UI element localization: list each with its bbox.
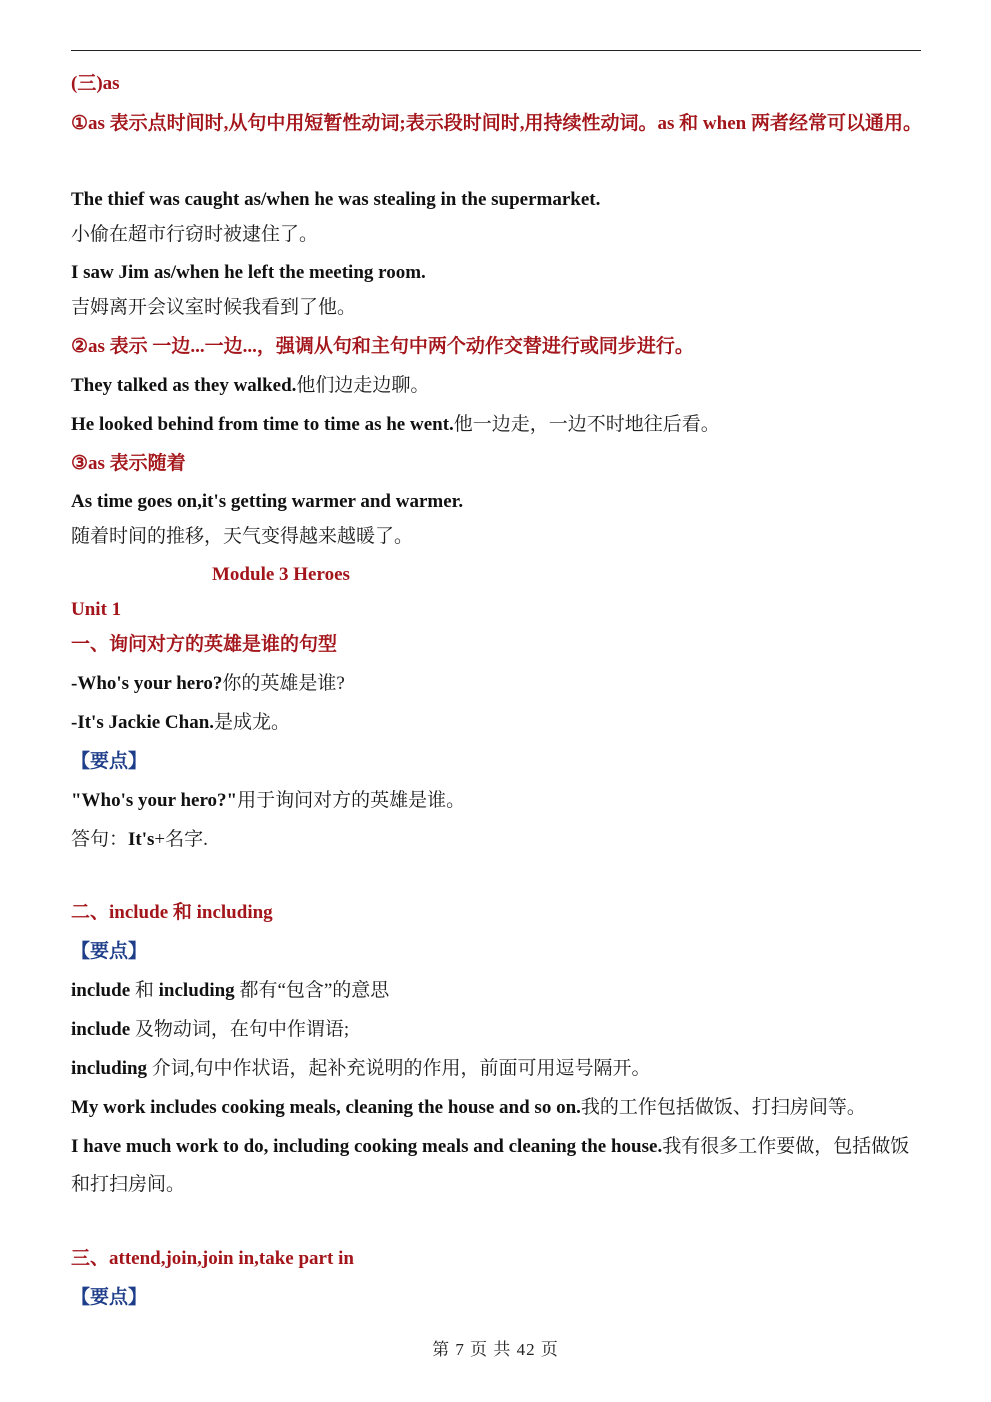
include-example-2-en: I have much work to do, including cooking meals and cleaning the house.	[71, 1136, 663, 1157]
header-rule	[71, 50, 921, 51]
as-example-5	[71, 490, 463, 514]
include-usage-en: include	[71, 1019, 131, 1040]
section-two-heading: 二、include 和 including	[71, 902, 273, 923]
as-example-5-en: As time goes on,it's getting warmer and warmer.	[71, 491, 464, 512]
including-word: including	[158, 980, 235, 1001]
dialog-answer-en: -It's Jackie Chan.	[71, 712, 215, 733]
section-one-note-en: "Who's your hero?"	[71, 790, 238, 811]
answer-pattern-label: 答句：	[71, 829, 129, 850]
include-meaning-cn: 都有“包含”的意思	[234, 980, 390, 1001]
section-one-answer-pattern	[71, 828, 208, 852]
dialog-question-cn: 你的英雄是谁?	[222, 673, 345, 694]
dialog-question	[71, 672, 345, 696]
as-example-1-cn: 小偷在超市行窃时被逮住了。	[71, 224, 319, 245]
as-example-2-en: I saw Jim as/when he left the meeting room.	[71, 262, 426, 283]
as-example-1-en: The thief was caught as/when he was stealing in the supermarket.	[71, 189, 601, 210]
section-one-note-cn: 用于询问对方的英雄是谁。	[237, 790, 466, 811]
as-example-2-cn: 吉姆离开会议室时候我看到了他。	[71, 297, 357, 318]
as-example-3-en: They talked as they walked.	[71, 375, 297, 396]
include-example-2-cn: 我有很多工作要做，包括做饭和打扫房间。	[71, 1136, 910, 1195]
as-example-1	[71, 188, 600, 212]
dialog-answer	[71, 711, 290, 735]
include-usage-cn: 及物动词，在句中作谓语;	[130, 1019, 350, 1040]
including-usage-cn: 介词,句中作状语，起补充说明的作用，前面可用逗号隔开。	[147, 1058, 651, 1079]
include-meaning	[71, 979, 389, 1003]
page-footer: 第 7 页 共 42 页	[432, 1340, 559, 1359]
as-point-3: ③as 表示随着	[71, 453, 186, 474]
as-example-4-en: He looked behind from time to time as he went.	[71, 414, 454, 435]
section-three-heading: 三、attend,join,join in,take part in	[71, 1248, 354, 1269]
as-example-2	[71, 261, 426, 285]
as-example-4-cn: 他一边走，一边不时地往后看。	[453, 414, 720, 435]
dialog-question-en: -Who's your hero?	[71, 673, 223, 694]
include-usage	[71, 1018, 349, 1042]
section-as-heading: (三)as	[71, 73, 120, 94]
dialog-answer-cn: 是成龙。	[214, 712, 291, 733]
as-example-5-cn: 随着时间的推移，天气变得越来越暖了。	[71, 526, 414, 547]
including-usage-en: including	[71, 1058, 148, 1079]
including-usage	[71, 1057, 651, 1081]
as-point-2: ②as 表示 一边...一边...，强调从句和主句中两个动作交替进行或同步进行。	[71, 336, 694, 357]
module-title: Module 3 Heroes	[212, 564, 350, 585]
answer-pattern-tail: +名字.	[154, 829, 208, 850]
key-point-label-2: 【要点】	[71, 941, 148, 962]
include-example-1-en: My work includes cooking meals, cleaning the house and so on.	[71, 1097, 581, 1118]
as-example-3	[71, 374, 429, 398]
section-one-heading: 一、询问对方的英雄是谁的句型	[71, 634, 338, 655]
as-point-1: ①as 表示点时间时,从句中用短暂性动词;表示段时间时,用持续性动词。as 和 when 两者经常可以通用。	[71, 113, 922, 134]
section-one-note	[71, 789, 465, 813]
include-example-2	[71, 1128, 923, 1204]
answer-pattern-en: It's	[128, 829, 155, 850]
include-word: include	[71, 980, 131, 1001]
include-example-1-cn: 我的工作包括做饭、打扫房间等。	[580, 1097, 866, 1118]
as-example-3-cn: 他们边走边聊。	[296, 375, 430, 396]
as-example-4	[71, 413, 720, 437]
unit-title: Unit 1	[71, 599, 122, 620]
include-example-1	[71, 1096, 866, 1120]
key-point-label-1: 【要点】	[71, 751, 148, 772]
include-and: 和	[130, 980, 159, 1001]
key-point-label-3: 【要点】	[71, 1287, 148, 1308]
